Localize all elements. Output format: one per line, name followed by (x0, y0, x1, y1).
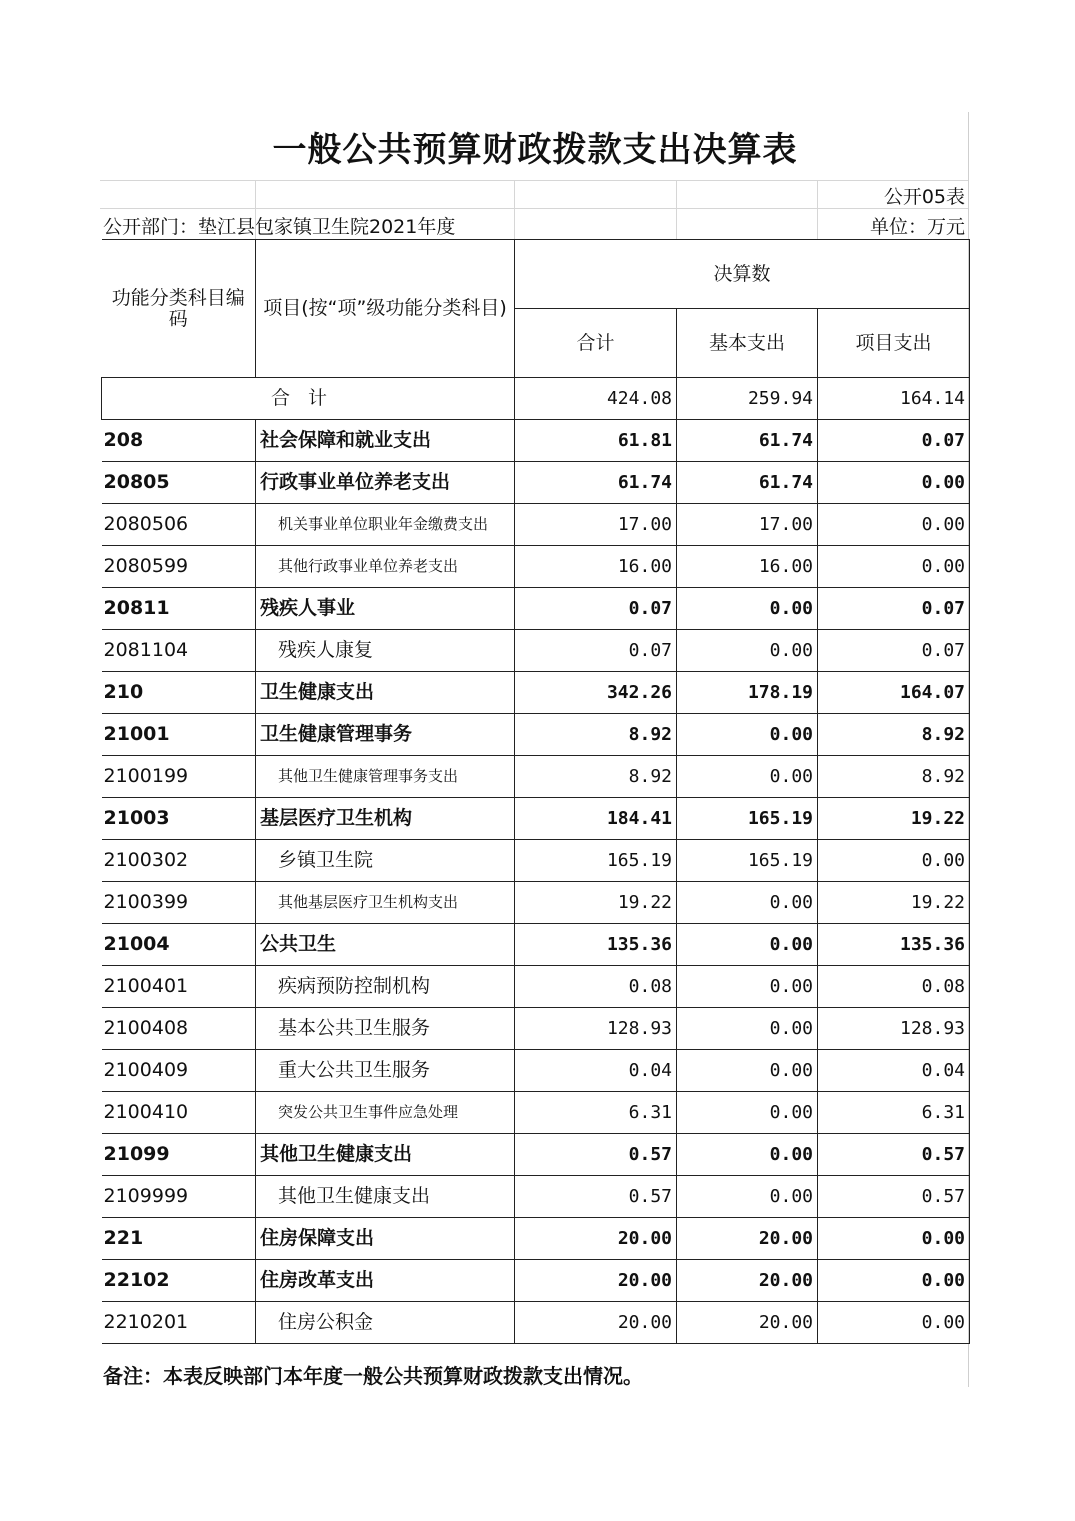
row-basic: 20.00 (677, 1302, 818, 1344)
row-basic: 0.00 (677, 756, 818, 798)
sheet-gridline (100, 180, 968, 181)
row-project: 0.57 (818, 1176, 970, 1218)
row-project: 0.00 (818, 840, 970, 882)
row-total: 0.57 (515, 1134, 677, 1176)
row-basic: 178.19 (677, 672, 818, 714)
table-row (102, 714, 970, 756)
row-total: 8.92 (515, 756, 677, 798)
table-row (102, 798, 970, 840)
row-total: 184.41 (515, 798, 677, 840)
row-item-name: 疾病预防控制机构 (256, 966, 515, 1008)
row-code: 210 (102, 672, 256, 714)
total-row (102, 378, 970, 420)
row-code: 21004 (102, 924, 256, 966)
row-code: 2081104 (102, 630, 256, 672)
row-code: 21001 (102, 714, 256, 756)
row-item-name: 其他基层医疗卫生机构支出 (256, 882, 515, 924)
sheet-gridline (817, 180, 818, 239)
header-total: 合计 (515, 309, 677, 378)
row-total: 61.74 (515, 462, 677, 504)
row-item-name: 社会保障和就业支出 (256, 420, 515, 462)
row-code: 2100408 (102, 1008, 256, 1050)
row-basic: 0.00 (677, 630, 818, 672)
table-row (102, 1302, 970, 1344)
row-total: 342.26 (515, 672, 677, 714)
row-project: 0.00 (818, 546, 970, 588)
table-row (102, 588, 970, 630)
row-item-name: 其他卫生健康支出 (256, 1134, 515, 1176)
row-total: 8.92 (515, 714, 677, 756)
row-basic: 0.00 (677, 1008, 818, 1050)
expenditure-table (101, 239, 970, 1344)
header-final-amount: 决算数 (515, 240, 970, 309)
row-project: 0.00 (818, 462, 970, 504)
total-project: 164.14 (818, 378, 970, 420)
row-item-name: 残疾人事业 (256, 588, 515, 630)
row-project: 164.07 (818, 672, 970, 714)
row-project: 0.07 (818, 630, 970, 672)
table-row (102, 1176, 970, 1218)
table-row (102, 462, 970, 504)
table-row (102, 546, 970, 588)
row-total: 135.36 (515, 924, 677, 966)
row-project: 8.92 (818, 714, 970, 756)
table-row (102, 1218, 970, 1260)
row-total: 16.00 (515, 546, 677, 588)
row-total: 0.04 (515, 1050, 677, 1092)
row-code: 2100410 (102, 1092, 256, 1134)
row-item-name: 基本公共卫生服务 (256, 1008, 515, 1050)
row-basic: 16.00 (677, 546, 818, 588)
header-basic: 基本支出 (677, 309, 818, 378)
footnote: 备注：本表反映部门本年度一般公共预算财政拨款支出情况。 (103, 1364, 643, 1388)
row-total: 20.00 (515, 1302, 677, 1344)
row-item-name: 残疾人康复 (256, 630, 515, 672)
row-project: 0.07 (818, 420, 970, 462)
row-project: 0.57 (818, 1134, 970, 1176)
row-code: 2210201 (102, 1302, 256, 1344)
row-code: 2100401 (102, 966, 256, 1008)
table-row (102, 504, 970, 546)
row-project: 0.04 (818, 1050, 970, 1092)
total-sum: 424.08 (515, 378, 677, 420)
row-basic: 20.00 (677, 1260, 818, 1302)
row-basic: 20.00 (677, 1218, 818, 1260)
row-project: 128.93 (818, 1008, 970, 1050)
row-code: 221 (102, 1218, 256, 1260)
row-basic: 165.19 (677, 798, 818, 840)
row-project: 19.22 (818, 798, 970, 840)
row-basic: 0.00 (677, 966, 818, 1008)
row-basic: 0.00 (677, 1092, 818, 1134)
row-item-name: 其他卫生健康支出 (256, 1176, 515, 1218)
row-project: 0.00 (818, 1260, 970, 1302)
row-code: 2080506 (102, 504, 256, 546)
row-item-name: 基层医疗卫生机构 (256, 798, 515, 840)
row-code: 2100199 (102, 756, 256, 798)
sheet-gridline (676, 180, 677, 239)
table-row (102, 630, 970, 672)
row-basic: 61.74 (677, 420, 818, 462)
row-item-name: 公共卫生 (256, 924, 515, 966)
page-title: 一般公共预算财政拨款支出决算表 (272, 130, 798, 170)
row-total: 165.19 (515, 840, 677, 882)
row-code: 21099 (102, 1134, 256, 1176)
row-basic: 0.00 (677, 882, 818, 924)
row-project: 0.00 (818, 1218, 970, 1260)
row-item-name: 乡镇卫生院 (256, 840, 515, 882)
table-row (102, 1050, 970, 1092)
table-row (102, 1092, 970, 1134)
row-project: 0.08 (818, 966, 970, 1008)
row-total: 19.22 (515, 882, 677, 924)
row-total: 0.07 (515, 630, 677, 672)
row-item-name: 住房改革支出 (256, 1260, 515, 1302)
row-total: 0.08 (515, 966, 677, 1008)
row-total: 61.81 (515, 420, 677, 462)
department-label: 公开部门：垫江县包家镇卫生院2021年度 (103, 216, 456, 238)
row-basic: 61.74 (677, 462, 818, 504)
table-row (102, 840, 970, 882)
row-item-name: 行政事业单位养老支出 (256, 462, 515, 504)
table-row (102, 966, 970, 1008)
row-item-name: 机关事业单位职业年金缴费支出 (256, 504, 515, 546)
sheet-gridline (514, 180, 515, 239)
row-total: 0.57 (515, 1176, 677, 1218)
row-basic: 0.00 (677, 1134, 818, 1176)
row-project: 0.00 (818, 1302, 970, 1344)
row-code: 20811 (102, 588, 256, 630)
row-project: 0.00 (818, 504, 970, 546)
table-row (102, 1134, 970, 1176)
table-row (102, 882, 970, 924)
row-basic: 0.00 (677, 1050, 818, 1092)
row-project: 135.36 (818, 924, 970, 966)
total-label: 合计 (102, 378, 515, 420)
row-basic: 0.00 (677, 714, 818, 756)
row-item-name: 卫生健康管理事务 (256, 714, 515, 756)
row-code: 22102 (102, 1260, 256, 1302)
table-row (102, 756, 970, 798)
row-item-name: 卫生健康支出 (256, 672, 515, 714)
row-item-name: 其他行政事业单位养老支出 (256, 546, 515, 588)
header-item: 项目(按“项”级功能分类科目) (256, 240, 515, 378)
row-item-name: 其他卫生健康管理事务支出 (256, 756, 515, 798)
row-project: 0.07 (818, 588, 970, 630)
header-code: 功能分类科目编码 (102, 240, 256, 378)
row-project: 19.22 (818, 882, 970, 924)
row-code: 2109999 (102, 1176, 256, 1218)
table-row (102, 1008, 970, 1050)
row-basic: 17.00 (677, 504, 818, 546)
table-row (102, 420, 970, 462)
row-code: 20805 (102, 462, 256, 504)
row-total: 6.31 (515, 1092, 677, 1134)
row-item-name: 住房保障支出 (256, 1218, 515, 1260)
row-code: 2100399 (102, 882, 256, 924)
row-total: 20.00 (515, 1260, 677, 1302)
row-item-name: 重大公共卫生服务 (256, 1050, 515, 1092)
unit-label: 单位：万元 (869, 216, 965, 238)
row-project: 8.92 (818, 756, 970, 798)
row-code: 2100302 (102, 840, 256, 882)
table-number: 公开05表 (883, 186, 965, 208)
row-basic: 165.19 (677, 840, 818, 882)
table-row (102, 1260, 970, 1302)
row-code: 2080599 (102, 546, 256, 588)
row-total: 20.00 (515, 1218, 677, 1260)
row-project: 6.31 (818, 1092, 970, 1134)
row-code: 2100409 (102, 1050, 256, 1092)
row-total: 17.00 (515, 504, 677, 546)
table-row (102, 672, 970, 714)
row-code: 208 (102, 420, 256, 462)
table-row (102, 924, 970, 966)
row-item-name: 住房公积金 (256, 1302, 515, 1344)
row-total: 128.93 (515, 1008, 677, 1050)
row-basic: 0.00 (677, 1176, 818, 1218)
total-basic: 259.94 (677, 378, 818, 420)
row-total: 0.07 (515, 588, 677, 630)
row-code: 21003 (102, 798, 256, 840)
row-item-name: 突发公共卫生事件应急处理 (256, 1092, 515, 1134)
header-project: 项目支出 (818, 309, 970, 378)
row-basic: 0.00 (677, 924, 818, 966)
row-basic: 0.00 (677, 588, 818, 630)
